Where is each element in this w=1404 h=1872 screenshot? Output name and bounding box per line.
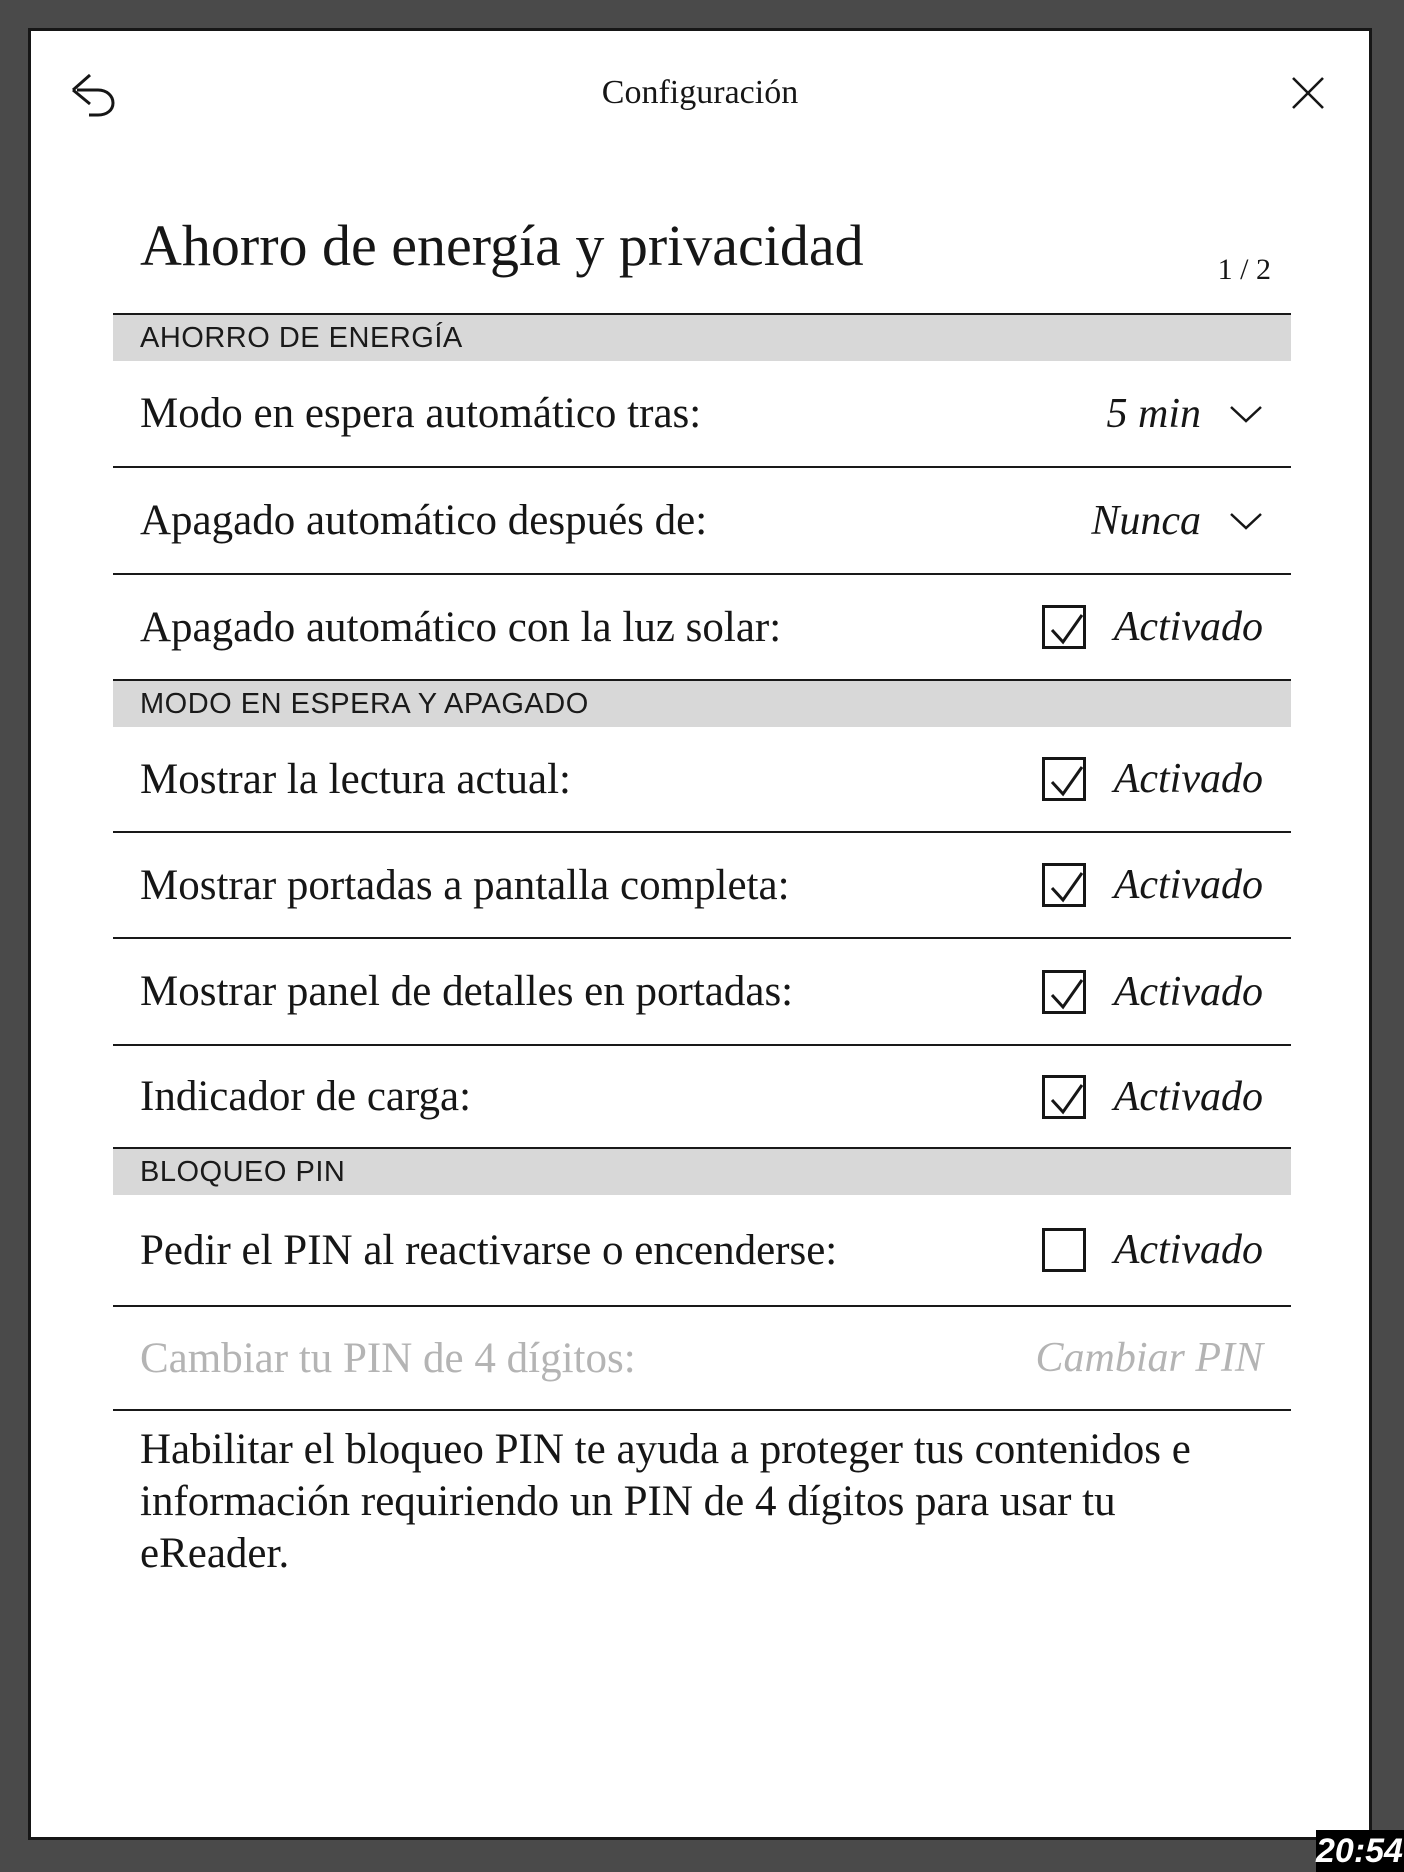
row-label: Apagado automático después de:	[140, 497, 708, 544]
row-change-pin	[113, 1307, 1291, 1411]
row-label: Pedir el PIN al reactivarse o encenderse:	[140, 1226, 838, 1274]
clock-badge: 20:54	[1316, 1832, 1403, 1870]
section-header-standby: MODO EN ESPERA Y APAGADO	[113, 679, 1291, 727]
checkmark-icon	[1048, 608, 1086, 648]
checkmark-icon	[1048, 973, 1086, 1013]
require-pin-checkbox[interactable]	[1042, 1228, 1086, 1272]
settings-list	[113, 313, 1291, 1580]
checkbox-state-label: Activado	[1113, 862, 1263, 908]
change-pin-link: Cambiar PIN	[1035, 1335, 1263, 1381]
checkbox-state-label: Activado	[1113, 604, 1263, 650]
row-fullscreen-covers[interactable]	[113, 833, 1291, 939]
chevron-down-icon	[1229, 405, 1263, 423]
checkmark-icon	[1048, 760, 1086, 800]
section-header-energy: AHORRO DE ENERGÍA	[113, 313, 1291, 361]
standby-after-dropdown[interactable]	[1107, 390, 1264, 438]
chevron-down-icon	[1229, 512, 1263, 530]
row-require-pin[interactable]	[113, 1195, 1291, 1307]
row-label: Indicador de carga:	[140, 1073, 472, 1120]
checkmark-icon	[1048, 866, 1086, 906]
page-title: Ahorro de energía y privacidad	[140, 213, 864, 278]
close-x-icon	[1290, 75, 1332, 111]
window-title: Configuración	[601, 74, 799, 111]
charge-indicator-checkbox[interactable]	[1042, 1075, 1086, 1119]
solar-poweroff-checkbox[interactable]	[1042, 605, 1086, 649]
poweroff-after-dropdown[interactable]	[1091, 497, 1263, 545]
row-details-panel[interactable]	[113, 939, 1291, 1046]
row-standby-after[interactable]	[113, 361, 1291, 468]
row-label: Mostrar la lectura actual:	[140, 755, 571, 803]
checkbox-state-label: Activado	[1113, 1073, 1263, 1120]
row-show-current-read[interactable]	[113, 727, 1291, 833]
row-solar-poweroff[interactable]	[113, 575, 1291, 679]
page-indicator: 1 / 2	[1217, 253, 1271, 286]
checkmark-icon	[1048, 1078, 1086, 1118]
details-panel-checkbox[interactable]	[1042, 970, 1086, 1014]
dropdown-value: 5 min	[1106, 390, 1201, 437]
row-label: Mostrar panel de detalles en portadas:	[140, 968, 794, 1015]
row-poweroff-after[interactable]	[113, 468, 1291, 575]
show-current-read-checkbox[interactable]	[1042, 757, 1086, 801]
checkbox-state-label: Activado	[1113, 968, 1263, 1015]
row-label: Cambiar tu PIN de 4 dígitos:	[140, 1334, 636, 1382]
fullscreen-covers-checkbox[interactable]	[1042, 863, 1086, 907]
row-charge-indicator[interactable]	[113, 1046, 1291, 1147]
checkbox-state-label: Activado	[1113, 756, 1263, 802]
settings-screen	[28, 28, 1372, 1840]
close-button[interactable]	[1290, 72, 1332, 114]
checkbox-state-label: Activado	[1113, 1227, 1263, 1273]
pin-help-text: Habilitar el bloqueo PIN te ayuda a proteger tus contenidos e información requiriendo un PIN de 4 dígitos para usar tu eReader.	[140, 1426, 1191, 1577]
row-label: Apagado automático con la luz solar:	[140, 603, 782, 651]
section-header-pin: BLOQUEO PIN	[113, 1147, 1291, 1195]
row-label: Mostrar portadas a pantalla completa:	[140, 861, 790, 909]
row-label: Modo en espera automático tras:	[140, 390, 702, 437]
dropdown-value: Nunca	[1091, 497, 1201, 544]
